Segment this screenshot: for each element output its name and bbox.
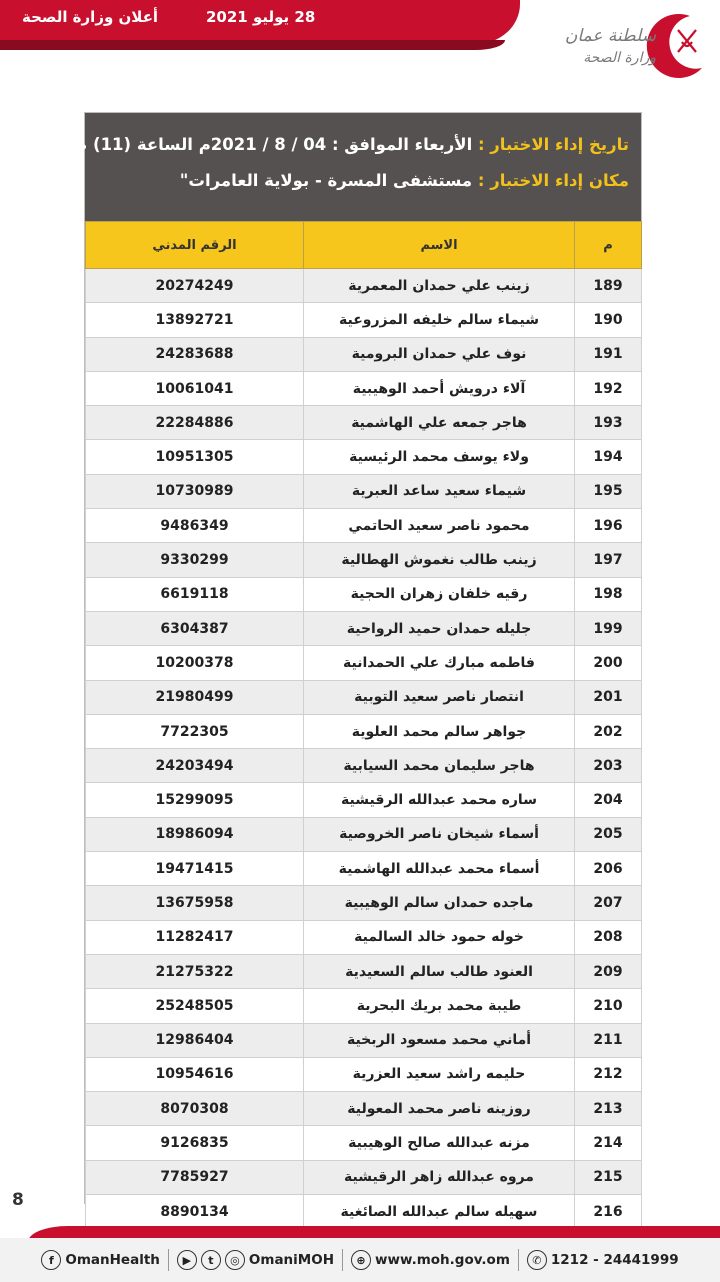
row-name: مزنه عبدالله صالح الوهيبية	[304, 1126, 575, 1160]
row-name: آلاء درويش أحمد الوهيبية	[304, 371, 575, 405]
row-civil-id: 19471415	[86, 852, 304, 886]
facebook-icon: f	[41, 1250, 61, 1270]
table-row	[86, 577, 642, 611]
row-number: 189	[575, 269, 642, 303]
table-row	[86, 509, 642, 543]
row-name: روزينه ناصر محمد المعولية	[304, 1092, 575, 1126]
row-civil-id: 7722305	[86, 714, 304, 748]
row-civil-id: 8070308	[86, 1092, 304, 1126]
row-name: زينب طالب نغموش الهطالية	[304, 543, 575, 577]
column-header-name: الاسم	[304, 222, 575, 269]
row-name: طيبة محمد بريك البحرية	[304, 989, 575, 1023]
row-name: ماجده حمدان سالم الوهيبية	[304, 886, 575, 920]
footer-divider	[342, 1249, 343, 1271]
exam-date-value: الأربعاء الموافق : 04 / 8 / 2021م الساعة (11) صباحا	[40, 135, 478, 154]
phone-number: 1212 - 24441999	[550, 1252, 679, 1268]
row-number: 213	[575, 1092, 642, 1126]
row-civil-id: 18986094	[86, 817, 304, 851]
row-number: 200	[575, 646, 642, 680]
table-row	[86, 269, 642, 303]
social-contact[interactable]	[177, 1250, 334, 1270]
candidates-table	[85, 221, 642, 1229]
youtube-icon: ▶	[177, 1250, 197, 1270]
website-contact[interactable]	[351, 1250, 510, 1270]
table-row	[86, 474, 642, 508]
row-number: 197	[575, 543, 642, 577]
announcement-title: أعلان وزارة الصحة	[22, 8, 159, 26]
row-name: فاطمه مبارك علي الحمدانية	[304, 646, 575, 680]
row-number: 212	[575, 1057, 642, 1091]
row-number: 193	[575, 406, 642, 440]
row-number: 199	[575, 611, 642, 645]
row-number: 191	[575, 337, 642, 371]
row-number: 209	[575, 954, 642, 988]
table-header-row	[86, 222, 642, 269]
table-row	[86, 611, 642, 645]
row-number: 205	[575, 817, 642, 851]
phone-icon: ✆	[527, 1250, 547, 1270]
row-civil-id: 10730989	[86, 474, 304, 508]
table-row	[86, 1057, 642, 1091]
website-url: www.moh.gov.om	[375, 1252, 510, 1268]
row-number: 203	[575, 749, 642, 783]
row-name: خوله حمود خالد السالمية	[304, 920, 575, 954]
row-civil-id: 24283688	[86, 337, 304, 371]
row-civil-id: 12986404	[86, 1023, 304, 1057]
twitter-icon: t	[201, 1250, 221, 1270]
row-name: أماني محمد مسعود الربخية	[304, 1023, 575, 1057]
row-name: حليمه راشد سعيد العزرية	[304, 1057, 575, 1091]
page-number: 8	[12, 1190, 24, 1210]
logo-line2: وزارة الصحة	[583, 50, 656, 66]
facebook-handle: OmanHealth	[65, 1252, 160, 1268]
top-banner-shadow	[0, 40, 505, 50]
row-civil-id: 21275322	[86, 954, 304, 988]
row-number: 201	[575, 680, 642, 714]
table-row	[86, 886, 642, 920]
row-civil-id: 13675958	[86, 886, 304, 920]
table-row	[86, 1160, 642, 1194]
exam-date-line	[40, 135, 629, 154]
table-row	[86, 1092, 642, 1126]
footer-contacts	[0, 1238, 720, 1282]
row-civil-id: 7785927	[86, 1160, 304, 1194]
row-civil-id: 9486349	[86, 509, 304, 543]
exam-place-line	[180, 171, 629, 190]
exam-info-header	[40, 113, 641, 221]
row-civil-id: 25248505	[86, 989, 304, 1023]
row-civil-id: 10200378	[86, 646, 304, 680]
footer-divider	[518, 1249, 519, 1271]
table-row	[86, 989, 642, 1023]
row-number: 190	[575, 303, 642, 337]
row-name: هاجر جمعه علي الهاشمية	[304, 406, 575, 440]
row-name: شيماء سالم خليفه المزروعية	[304, 303, 575, 337]
row-number: 204	[575, 783, 642, 817]
row-number: 198	[575, 577, 642, 611]
row-name: مروه عبدالله زاهر الرقيشية	[304, 1160, 575, 1194]
exam-place-label: مكان إداء الاختبار :	[477, 171, 629, 190]
table-row	[86, 852, 642, 886]
exam-place-value: مستشفى المسرة - بولاية العامرات"	[179, 171, 478, 190]
row-number: 192	[575, 371, 642, 405]
row-number: 207	[575, 886, 642, 920]
table-row	[86, 406, 642, 440]
row-civil-id: 11282417	[86, 920, 304, 954]
row-name: انتصار ناصر سعيد التوبية	[304, 680, 575, 714]
row-civil-id: 10951305	[86, 440, 304, 474]
row-civil-id: 22284886	[86, 406, 304, 440]
row-name: محمود ناصر سعيد الحاتمي	[304, 509, 575, 543]
row-name: أسماء محمد عبدالله الهاشمية	[304, 852, 575, 886]
row-civil-id: 10954616	[86, 1057, 304, 1091]
row-number: 195	[575, 474, 642, 508]
table-row	[86, 646, 642, 680]
row-number: 202	[575, 714, 642, 748]
row-number: 211	[575, 1023, 642, 1057]
column-header-id: الرقم المدني	[86, 222, 304, 269]
row-number: 208	[575, 920, 642, 954]
footer-divider	[168, 1249, 169, 1271]
web-icon: ⊕	[351, 1250, 371, 1270]
row-civil-id: 15299095	[86, 783, 304, 817]
row-number: 216	[575, 1195, 642, 1229]
row-number: 215	[575, 1160, 642, 1194]
facebook-contact[interactable]	[41, 1250, 160, 1270]
table-row	[86, 1126, 642, 1160]
announcement-date: 28 يوليو 2021	[206, 8, 316, 26]
row-name: العنود طالب سالم السعيدية	[304, 954, 575, 988]
row-civil-id: 9330299	[86, 543, 304, 577]
row-civil-id: 24203494	[86, 749, 304, 783]
social-handle: OmaniMOH	[248, 1252, 335, 1268]
row-name: جواهر سالم محمد العلوية	[304, 714, 575, 748]
row-name: جليله حمدان حميد الرواحية	[304, 611, 575, 645]
table-row	[86, 680, 642, 714]
row-name: زينب علي حمدان المعمرية	[304, 269, 575, 303]
row-name: شيماء سعيد ساعد العبرية	[304, 474, 575, 508]
row-name: نوف علي حمدان البرومية	[304, 337, 575, 371]
instagram-icon: ◎	[225, 1250, 245, 1270]
row-civil-id: 20274249	[86, 269, 304, 303]
row-name: ولاء يوسف محمد الرئيسية	[304, 440, 575, 474]
table-row	[86, 1195, 642, 1229]
table-row	[86, 783, 642, 817]
row-name: أسماء شيخان ناصر الخروصية	[304, 817, 575, 851]
row-name: ساره محمد عبدالله الرقيشية	[304, 783, 575, 817]
table-row	[86, 920, 642, 954]
row-civil-id: 8890134	[86, 1195, 304, 1229]
row-number: 214	[575, 1126, 642, 1160]
row-civil-id: 10061041	[86, 371, 304, 405]
table-row	[86, 749, 642, 783]
row-number: 210	[575, 989, 642, 1023]
row-number: 194	[575, 440, 642, 474]
row-civil-id: 6619118	[86, 577, 304, 611]
exam-date-label: تاريخ إداء الاختبار :	[477, 135, 629, 154]
row-civil-id: 6304387	[86, 611, 304, 645]
ministry-logo	[552, 8, 702, 78]
table-row	[86, 303, 642, 337]
table-row	[86, 954, 642, 988]
phone-contact[interactable]	[527, 1250, 679, 1270]
logo-line1: سلطنة عمان	[564, 26, 656, 46]
announcement-frame	[40, 112, 642, 1220]
table-row	[86, 440, 642, 474]
row-civil-id: 21980499	[86, 680, 304, 714]
row-number: 196	[575, 509, 642, 543]
table-row	[86, 817, 642, 851]
row-civil-id: 9126835	[86, 1126, 304, 1160]
row-number: 206	[575, 852, 642, 886]
row-civil-id: 13892721	[86, 303, 304, 337]
row-name: هاجر سليمان محمد السيابية	[304, 749, 575, 783]
row-name: رقيه خلفان زهران الحجية	[304, 577, 575, 611]
table-row	[86, 371, 642, 405]
table-row	[86, 1023, 642, 1057]
table-row	[86, 337, 642, 371]
row-name: سهيله سالم عبدالله الصائغية	[304, 1195, 575, 1229]
table-row	[86, 714, 642, 748]
column-header-num: م	[575, 222, 642, 269]
table-row	[86, 543, 642, 577]
